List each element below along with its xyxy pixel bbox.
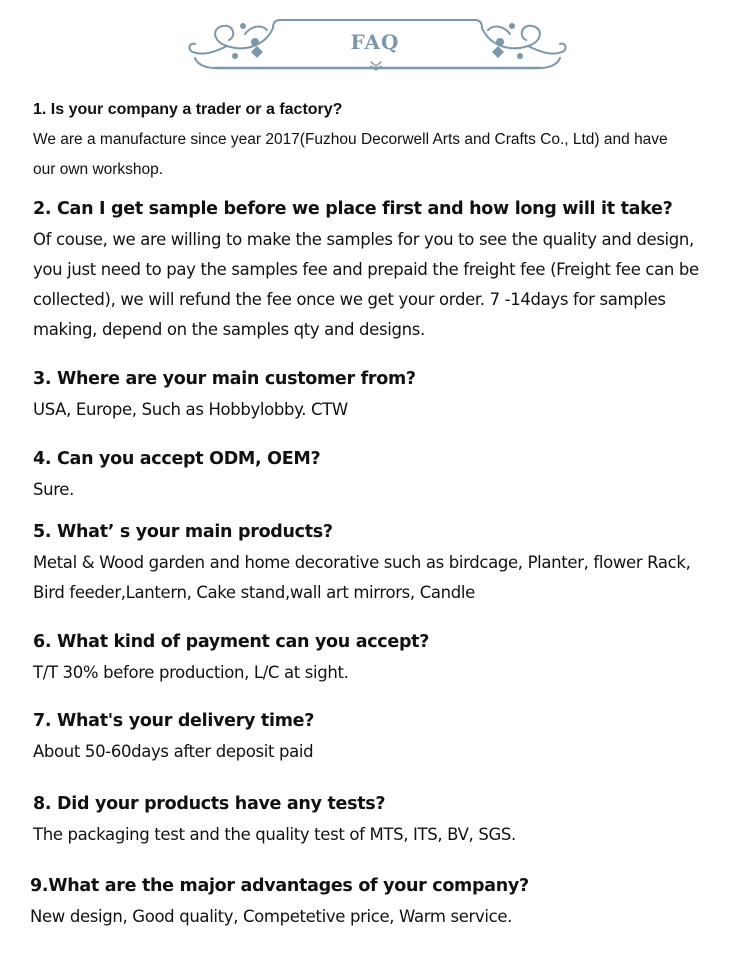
- faq-answer-2: Of couse, we are willing to make the samples for you to see the quality and design, you just need to pay the samples fee and prepaid the freight fee (Freight fee can be collected), we will refund the fee once we get your order. 7 -14days for samples making, depend on the samples qty and designs.: [33, 230, 699, 339]
- faq-answer-4: Sure.: [33, 480, 74, 499]
- faq-question-4: 4. Can you accept ODM, OEM?: [33, 449, 321, 469]
- faq-answer-9: New design, Good quality, Competetive price, Warm service.: [30, 907, 513, 926]
- faq-answer-5: Metal & Wood garden and home decorative such as birdcage, Planter, flower Rack, Bird feeder,Lantern, Cake stand,wall art mirrors, Candle: [33, 553, 691, 602]
- faq-answer-1: We are a manufacture since year 2017(Fuzhou Decorwell Arts and Crafts Co., Ltd) and have our own workshop.: [33, 131, 668, 178]
- faq-question-5: 5. What’ s your main products?: [33, 522, 333, 542]
- faq-answer-7: About 50-60days after deposit paid: [33, 742, 314, 761]
- page-title: FAQ: [350, 30, 400, 54]
- faq-question-1: 1. Is your company a trader or a factory?: [33, 101, 343, 118]
- faq-question-2: 2. Can I get sample before we place first and how long will it take?: [33, 199, 673, 219]
- faq-question-3: 3. Where are your main customer from?: [33, 369, 416, 389]
- faq-answer-8: The packaging test and the quality test of MTS, ITS, BV, SGS.: [33, 825, 516, 844]
- faq-question-6: 6. What kind of payment can you accept?: [33, 632, 430, 652]
- faq-question-8: 8. Did your products have any tests?: [33, 794, 386, 814]
- faq-answer-3: USA, Europe, Such as Hobbylobby. CTW: [33, 400, 348, 419]
- faq-answer-6: T/T 30% before production, L/C at sight.: [33, 663, 349, 682]
- faq-question-7: 7. What's your delivery time?: [33, 711, 315, 731]
- faq-question-9: 9.What are the major advantages of your company?: [30, 876, 529, 896]
